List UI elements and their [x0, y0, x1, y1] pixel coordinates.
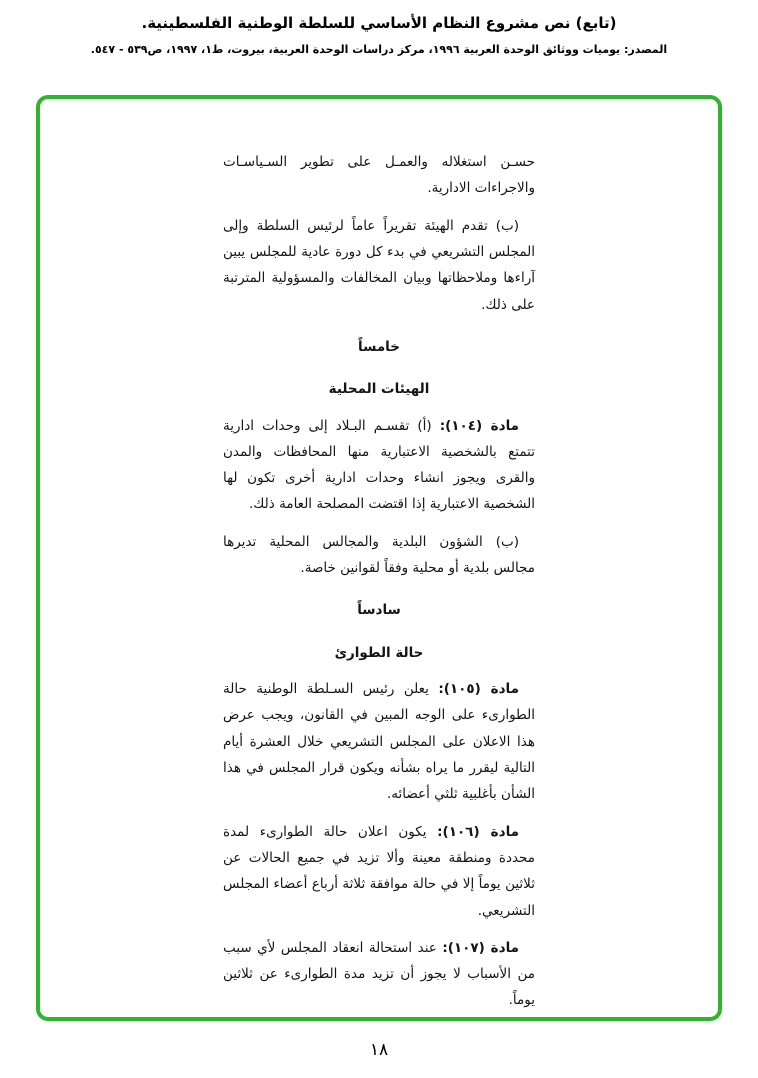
body-paragraph: (ب) تقدم الهيئة تقريراً عاماً لرئيس السلطة وإلى المجلس التشريعي في بدء كل دورة عادية للمجلس يبين آراءها وملاحظاتها وبيان المخالفات والمسؤولية المترتبة على ذلك. — [223, 217, 535, 313]
article-paragraph-107 — [223, 935, 535, 1014]
article-number-107: مادة (١٠٧): — [442, 939, 519, 956]
section-heading-state-of-emergency: حالة الطوارئ — [334, 644, 424, 661]
section-heading-sixth: سادساً — [357, 602, 401, 619]
article-paragraph-104 — [223, 413, 535, 518]
article-number-104: مادة (١٠٤): — [439, 417, 519, 434]
body-paragraph: حسـن استغلاله والعمـل على تطوير السـياسـات والاجراءات الادارية. — [223, 154, 535, 197]
green-border-frame — [36, 95, 722, 1021]
document-source-line: المصدر: يوميات ووثائق الوحدة العربية ١٩٩٦، مركز دراسات الوحدة العربية، بيروت، ط١، ١٩٩٧، ص٥٣٩ - ٥٤٧. — [90, 42, 668, 56]
page-number: ١٨ — [369, 1040, 389, 1060]
article-number-106: مادة (١٠٦): — [437, 823, 519, 840]
document-title: (تابع) نص مشروع النظام الأساسي للسلطة الوطنية الفلسطينية. — [141, 14, 617, 32]
article-text-105: يعلن رئيس السـلطة الوطنية حالة الطوارىء على الوجه المبين في القانون، ويجب عرض هذا الاعلان على المجلس التشريعي خلال العشرة أيام التالية ليقرر ما يراه بشأنه ويكون قرار المجلس في هذا الشأن بأغلبية ثلثي أعضائه. — [223, 681, 535, 803]
page-header — [0, 0, 758, 56]
section-heading-fifth: خامساً — [358, 338, 400, 355]
article-number-105: مادة (١٠٥): — [438, 681, 519, 697]
article-text-107: عند استحالة انعقاد المجلس لأي سبب من الأسباب لا يجوز أن تزيد مدة الطوارىء عن ثلاثين يوماً. — [223, 939, 535, 1009]
article-paragraph-105 — [223, 676, 535, 808]
article-paragraph-106 — [223, 819, 535, 924]
section-heading-local-bodies: الهيئات المحلية — [328, 381, 430, 398]
article-text-104: (أ) تقسـم البـلاد إلى وحدات ادارية تتمتع بالشخصية الاعتبارية منها المحافظات والمدن والقرى ويجوز انشاء وحدات ادارية أخرى تكون لها الشخصية الاعتبارية إذا اقتضت المصلحة العامة ذلك. — [223, 417, 535, 513]
body-paragraph: (ب) الشؤون البلدية والمجالس المحلية تديرها مجالس بلدية أو محلية وفقاً لقوانين خاصة. — [223, 533, 535, 577]
article-text-106: يكون اعلان حالة الطوارىء لمدة محددة ومنطقة معينة وألا تزيد في جميع الحالات عن ثلاثين يوماً إلا في حالة موافقة ثلاثة أرباع أعضاء المجلس التشريعي. — [223, 823, 535, 919]
document-body — [223, 149, 535, 1014]
